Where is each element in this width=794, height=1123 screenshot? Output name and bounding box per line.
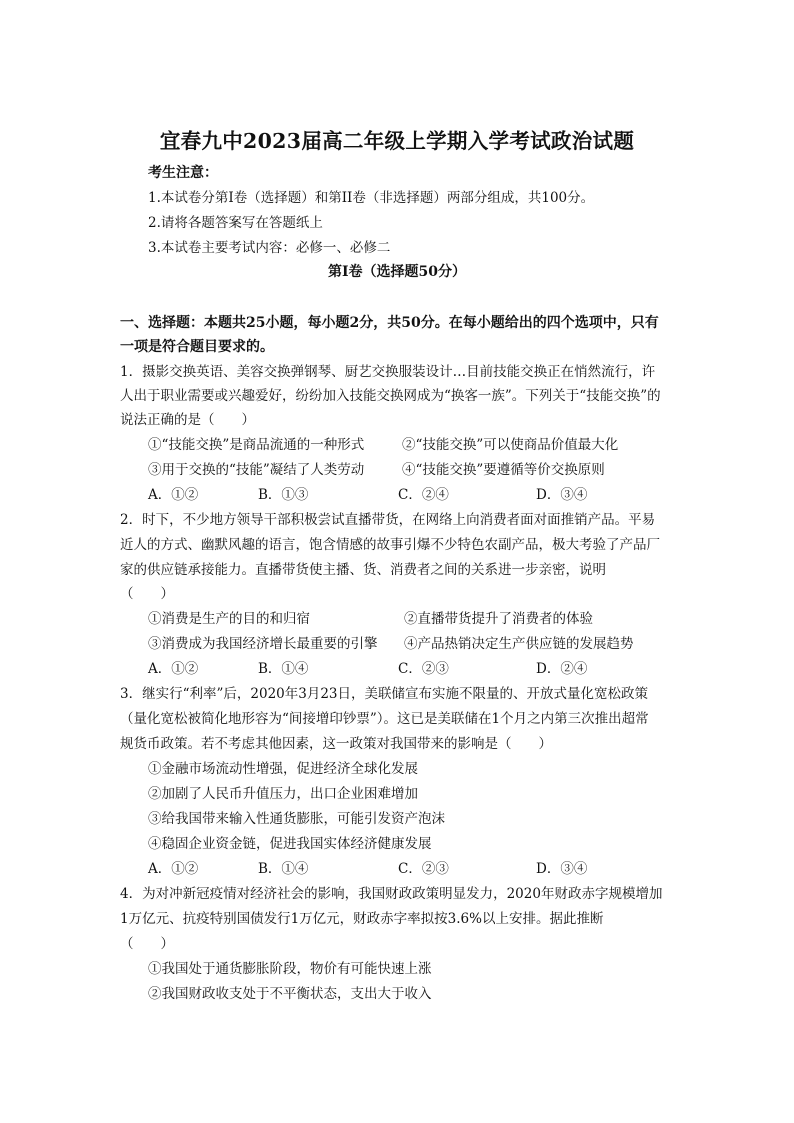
statement: ④产品热销决定生产供应链的发展趋势	[404, 636, 634, 652]
notice-heading: 考生注意：	[148, 165, 218, 181]
statement: ②直播带货提升了消费者的体验	[404, 611, 593, 627]
page-title: 宜春九中2023届高二年级上学期入学考试政治试题	[159, 129, 635, 153]
statement: ③用于交换的“技能”凝结了人类劳动	[148, 462, 365, 478]
statement: ②加剧了人民币升值压力，出口企业困难增加	[148, 786, 418, 802]
statement: ③消费成为我国经济增长最重要的引擎	[148, 636, 378, 652]
choice-d: D．②④	[536, 661, 588, 677]
statement: ①金融市场流动性增强，促进经济全球化发展	[148, 761, 418, 777]
section-heading: 一、选择题：本题共25小题，每小题2分，共50分。在每小题给出的四个选项中，只有	[120, 315, 659, 331]
choice-d: D．③④	[536, 487, 588, 503]
choice-a: A．①②	[148, 487, 199, 503]
question-stem: 3．继实行“利率”后，2020年3月23日，美联储宣布实施不限量的、开放式量化宽松政策	[120, 686, 649, 702]
question-stem: （ ）	[120, 586, 174, 602]
question-stem: 4．为对冲新冠疫情对经济社会的影响，我国财政政策明显发力，2020年财政赤字规模增加	[120, 886, 663, 902]
choice-d: D．③④	[536, 861, 588, 877]
choice-a: A．①②	[148, 661, 199, 677]
statement: ③给我国带来输入性通货膨胀，可能引发资产泡沫	[148, 811, 445, 827]
statement: ①消费是生产的目的和归宿	[148, 611, 310, 627]
choice-b: B．①③	[258, 487, 309, 503]
choice-b: B．①④	[258, 661, 309, 677]
statement: ②我国财政收支处于不平衡状态，支出大于收入	[148, 986, 432, 1002]
question-stem: 规货币政策。若不考虑其他因素，这一政策对我国带来的影响是（ ）	[120, 736, 552, 752]
question-stem: （量化宽松被简化地形容为“间接增印钞票”）。这已是美联储在1个月之内第三次推出超常	[120, 711, 649, 727]
choice-a: A．①②	[148, 861, 199, 877]
question-stem: 人出于职业需要或兴趣爱好，纷纷加入技能交换网成为“换客一族”。下列关于“技能交换”的	[120, 388, 661, 404]
notice-item: 3.本试卷主要考试内容：必修一、必修二	[148, 240, 391, 256]
statement: ④稳固企业资金链，促进我国实体经济健康发展	[148, 836, 432, 852]
notice-item: 2.请将各题答案写在答题纸上	[148, 215, 323, 231]
question-stem: （ ）	[120, 936, 174, 952]
question-stem: 2．时下，不少地方领导干部积极尝试直播带货，在网络上向消费者面对面推销产品。平易	[120, 512, 656, 528]
choice-c: C．②③	[398, 861, 449, 877]
question-stem: 1．摄影交换英语、美容交换弹钢琴、厨艺交换服装设计…目前技能交换正在悄然流行，许	[120, 364, 656, 380]
choice-b: B．①④	[258, 861, 309, 877]
section-heading: 一项是符合题目要求的。	[120, 339, 274, 355]
question-stem: 说法正确的是（ ）	[120, 412, 255, 428]
question-stem: 1万亿元、抗疫特别国债发行1万亿元，财政赤字率拟按3.6%以上安排。据此推断	[120, 911, 604, 927]
statement: ①我国处于通货膨胀阶段，物价有可能快速上涨	[148, 961, 432, 977]
question-stem: 家的供应链承接能力。直播带货使主播、货、消费者之间的关系进一步亲密，说明	[120, 562, 606, 578]
choice-c: C．②④	[398, 487, 449, 503]
choice-c: C．②③	[398, 661, 449, 677]
statement: ②“技能交换”可以使商品价值最大化	[402, 437, 619, 453]
question-stem: 近人的方式、幽默风趣的语言，饱含情感的故事引爆不少特色农副产品，极大考验了产品厂	[120, 537, 660, 553]
statement: ④“技能交换”要遵循等价交换原则	[402, 462, 605, 478]
statement: ①“技能交换”是商品流通的一种形式	[148, 437, 365, 453]
notice-item: 1.本试卷分第I卷（选择题）和第II卷（非选择题）两部分组成，共100分。	[148, 190, 595, 206]
volume-heading: 第I卷（选择题50分）	[327, 264, 467, 280]
